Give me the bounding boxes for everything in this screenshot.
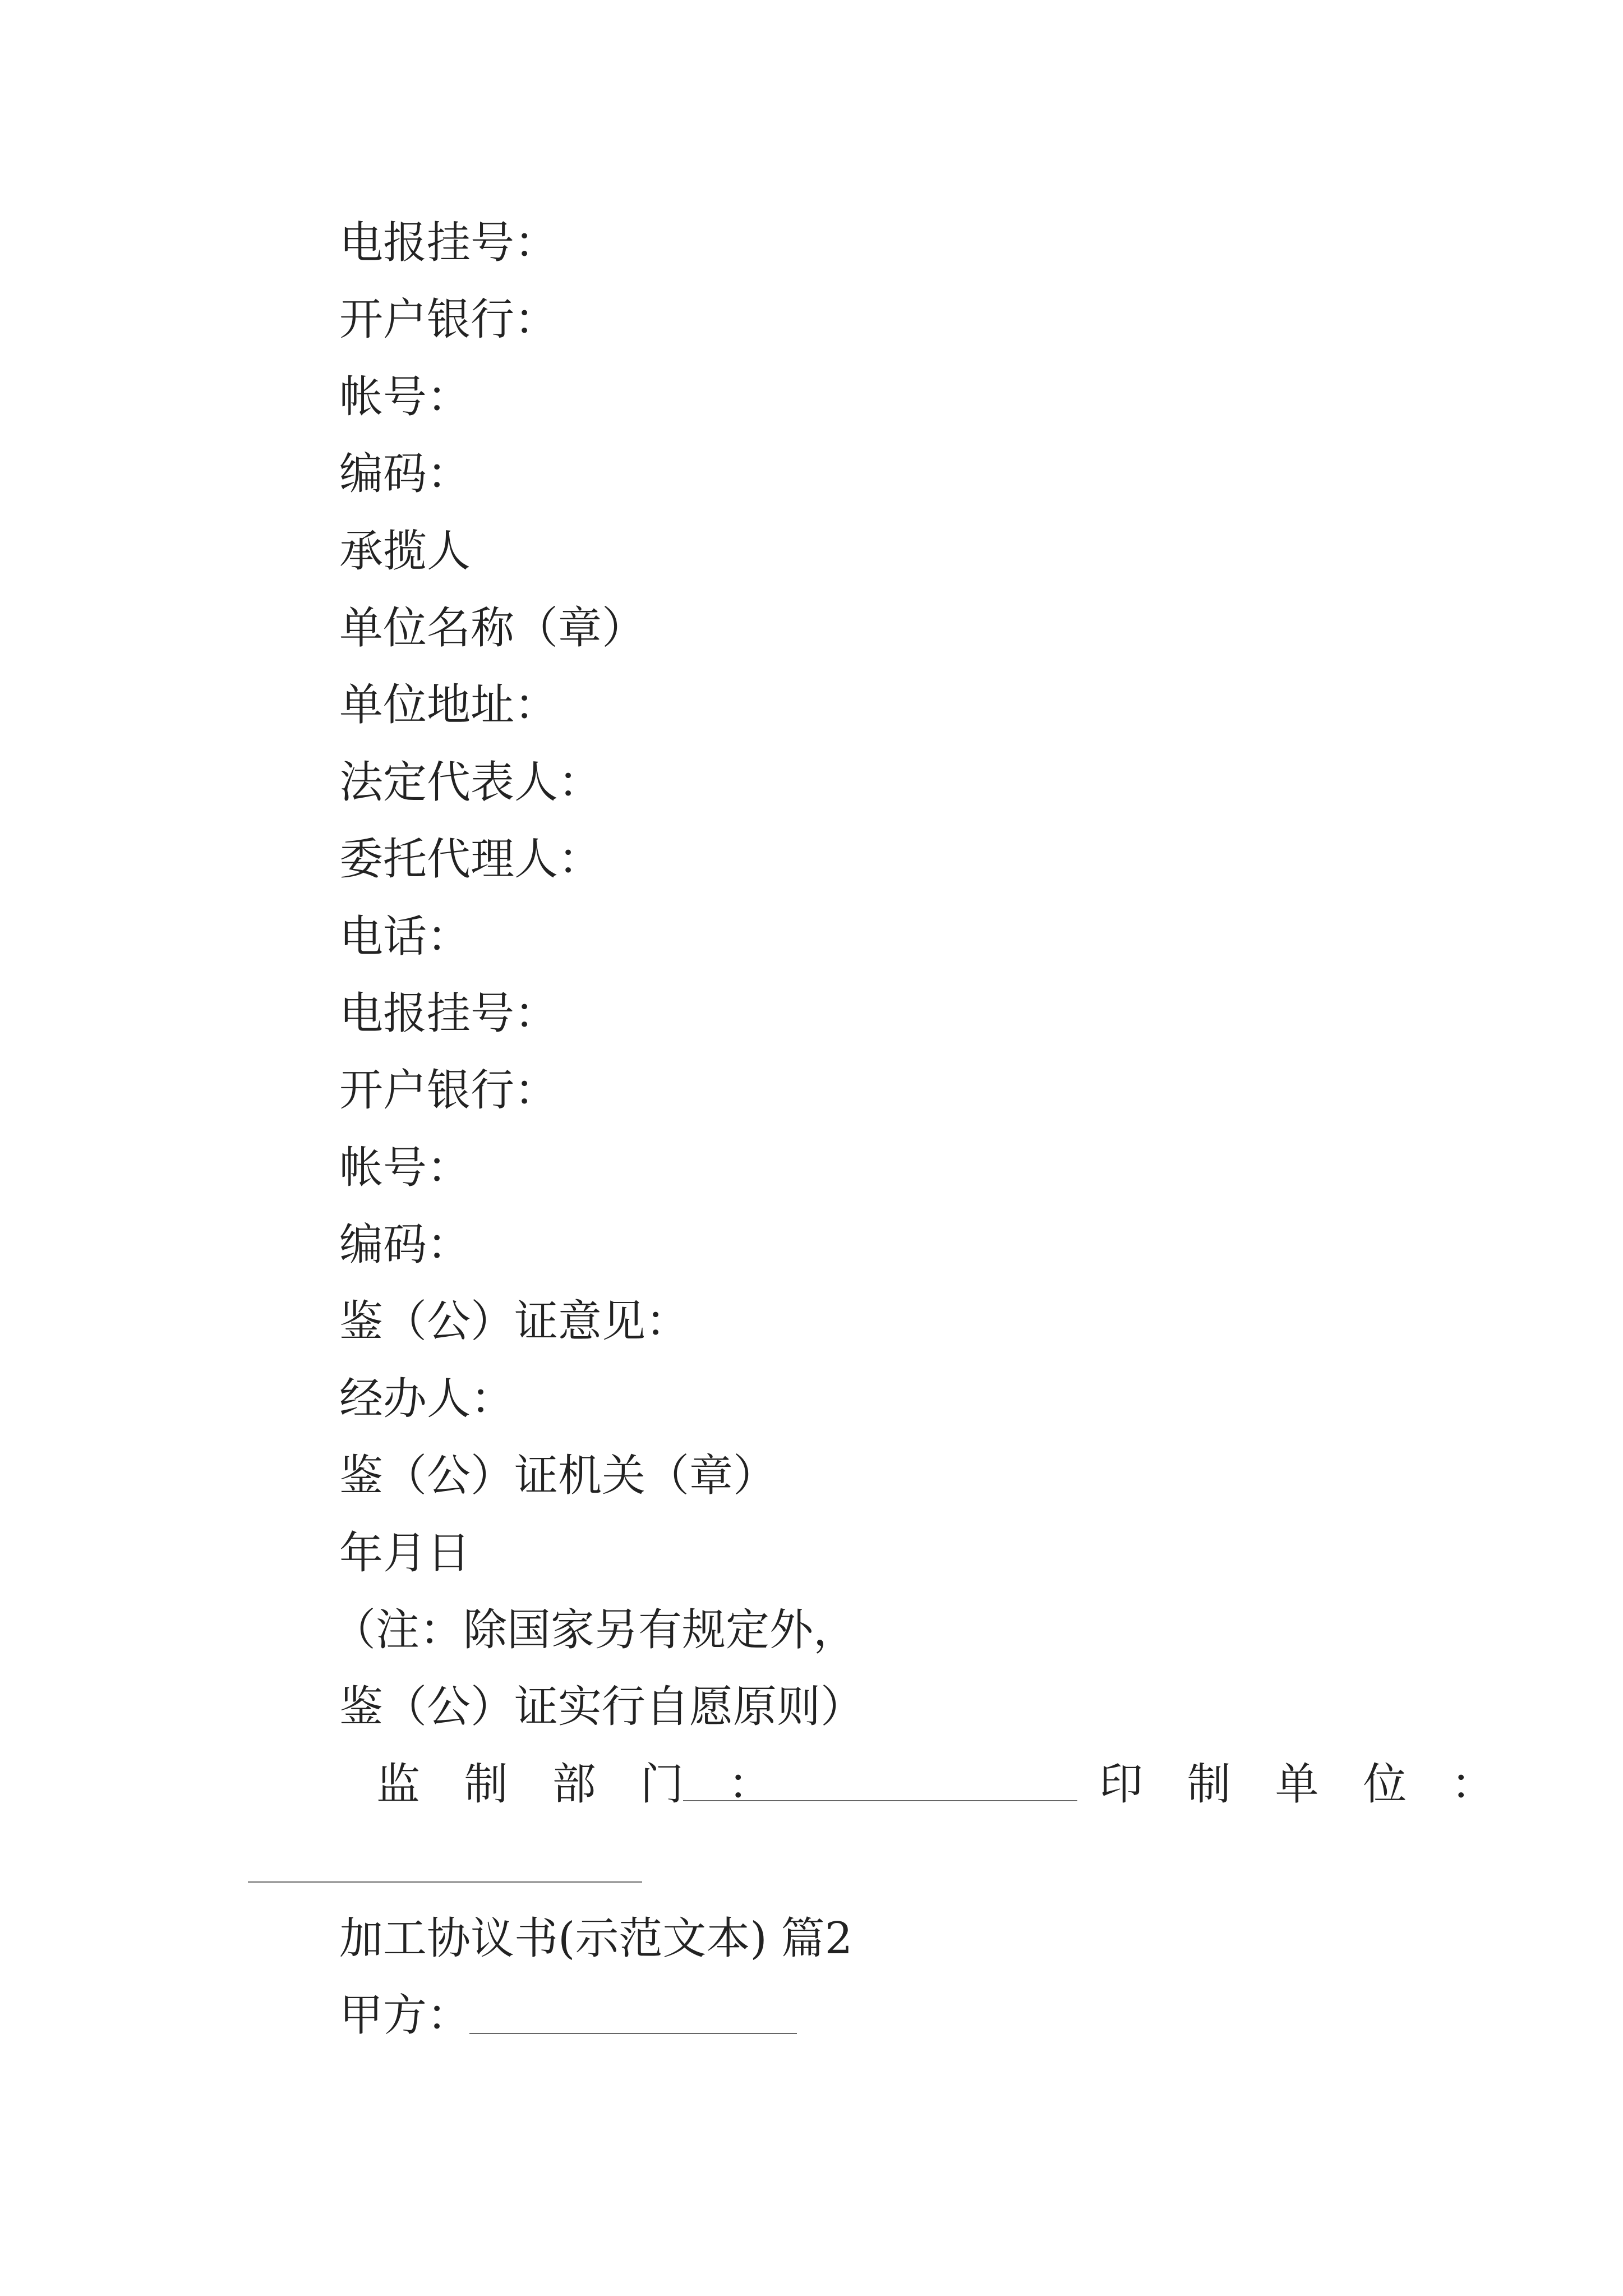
- document-line: [248, 976, 1375, 1052]
- footer-line-continuation: [248, 1823, 1375, 1900]
- document-line: [248, 590, 1375, 667]
- document-line: [248, 1438, 1375, 1515]
- document-line: [248, 1207, 1375, 1283]
- field-label-account: 帐号：: [339, 371, 471, 422]
- document-line: [248, 744, 1375, 821]
- field-label-notary-opinion: 鉴（公）证意见：: [339, 1296, 690, 1347]
- field-label-bank: 开户银行：: [339, 1065, 559, 1116]
- field-label-legal-rep: 法定代表人：: [339, 757, 602, 808]
- field-label-agent: 委托代理人：: [339, 834, 602, 885]
- document-line: [248, 821, 1375, 898]
- document-line: [248, 513, 1375, 590]
- note-line: （注：除国家另有规定外，: [332, 1605, 857, 1656]
- field-label-telegram: 电报挂号：: [339, 988, 559, 1039]
- print-unit-blank: [248, 1881, 642, 1883]
- field-label-telegram: 电报挂号：: [339, 218, 559, 268]
- field-label-postcode: 编码：: [339, 1220, 471, 1271]
- field-label-phone: 电话：: [339, 911, 471, 962]
- footer-line: [248, 1746, 1510, 1823]
- supervision-dept-label: 监 制 部 门 ：: [376, 1759, 787, 1810]
- document-line: [248, 1052, 1375, 1129]
- document-line: [248, 1283, 1375, 1360]
- print-unit-label: 印 制 单 位 ：: [1099, 1759, 1510, 1810]
- date-line: 年月日: [339, 1527, 471, 1579]
- field-label-notary-office: 鉴（公）证机关（章）: [339, 1451, 777, 1502]
- document-line: [248, 1669, 1375, 1746]
- document-line: [248, 282, 1375, 358]
- document-line: [248, 436, 1375, 513]
- document-line: [248, 1901, 1375, 1977]
- document-line: [248, 205, 1375, 282]
- supervision-dept-blank: [683, 1800, 1077, 1801]
- field-label-unit-address: 单位地址：: [339, 680, 559, 731]
- field-label-handler: 经办人：: [339, 1373, 515, 1424]
- party-a-label: 甲方：: [339, 1990, 471, 2041]
- note-line: 鉴（公）证实行自愿原则）: [339, 1682, 865, 1733]
- document-line: [248, 899, 1375, 976]
- section-title: 加工协议书(示范文本) 篇2: [339, 1913, 853, 1964]
- document-line: [248, 1130, 1375, 1207]
- document-line: [248, 1361, 1375, 1438]
- document-line: [248, 1515, 1375, 1592]
- document-line: [248, 1977, 1375, 2054]
- document-line: [248, 667, 1375, 744]
- party-a-blank: [469, 2033, 797, 2034]
- document-line: [248, 359, 1375, 436]
- section-heading-contractor: 承揽人: [339, 526, 471, 577]
- document-line: [248, 1592, 1375, 1669]
- field-label-unit-name: 单位名称（章）: [339, 602, 646, 654]
- field-label-bank: 开户银行：: [339, 295, 559, 346]
- field-label-postcode: 编码：: [339, 449, 471, 500]
- document-body: [248, 205, 1510, 2054]
- field-label-account: 帐号：: [339, 1142, 471, 1193]
